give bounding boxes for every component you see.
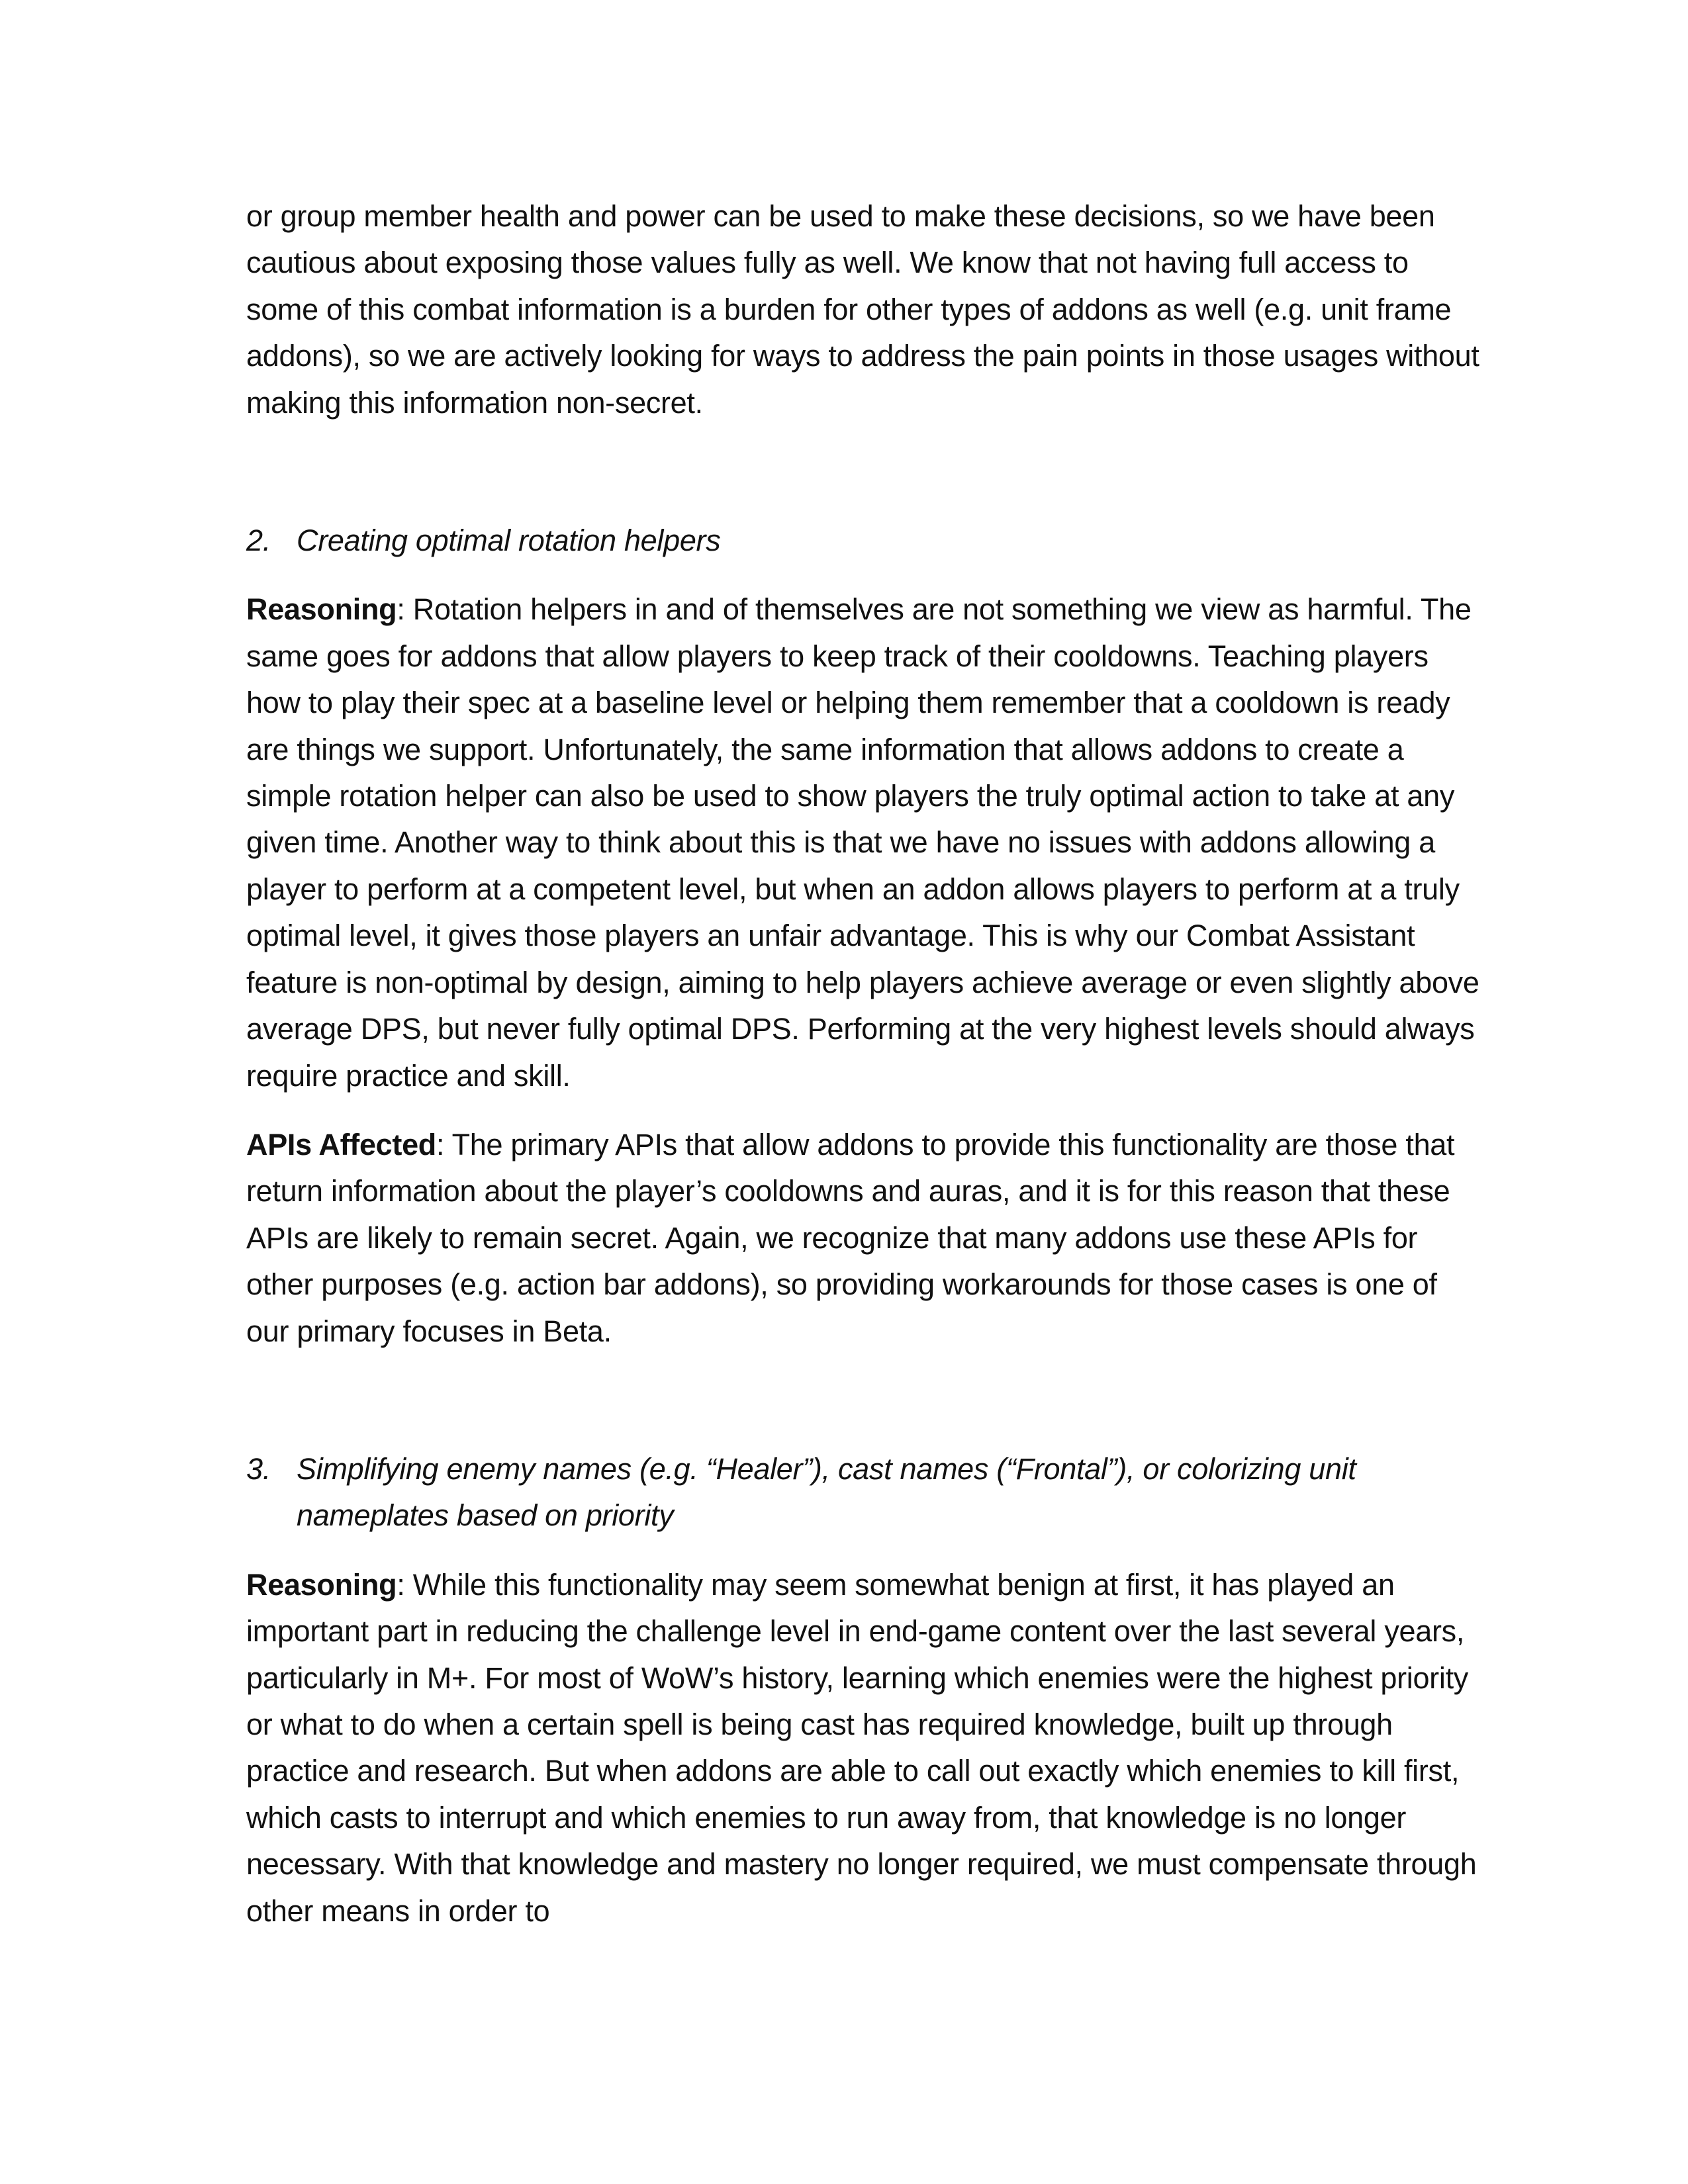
reasoning-text: : While this functionality may seem somewhat benign at first, it has played an important part in reducing the challenge level in end-game content over the last several years, particularly in M+. For most of WoW’s history, learning which enemies were the highest priority or what to do when a certain spell is being cast has required knowledge, built up through practice and research. But when addons are able to call out exactly which enemies to kill first, which casts to interrupt and which enemies to run away from, that knowledge is no longer necessary. With that knowledge and mastery no longer required, we must compensate through other means in order to (246, 1567, 1477, 1928)
section-2-heading (246, 518, 1484, 564)
section-3-number: 3. (246, 1451, 271, 1486)
section-2-title: Creating optimal rotation helpers (297, 523, 721, 558)
section-3-heading (246, 1446, 1484, 1539)
section-3-reasoning-paragraph (246, 1562, 1484, 1934)
reasoning-text: : Rotation helpers in and of themselves are not something we view as harmful. The same goes for addons that allow players to keep track of their cooldowns. Teaching players how to play their spec at a baseline level or helping them remember that a cooldown is ready are things we support. Unfortunately, the same information that allows addons to create a simple rotation helper can also be used to show players the truly optimal action to take at any given time. Another way to think about this is that we have no issues with addons allowing a player to perform at a competent level, but when an addon allows players to perform at a truly optimal level, it gives those players an unfair advantage. This is why our Combat Assistant feature is non-optimal by design, aiming to help players achieve average or even slightly above average DPS, but never fully optimal DPS. Performing at the very highest levels should always require practice and skill. (246, 592, 1479, 1093)
section-2-number: 2. (246, 523, 271, 558)
document-page (246, 193, 1484, 1934)
section-2-apis-paragraph (246, 1122, 1484, 1355)
section-3-title: Simplifying enemy names (e.g. “Healer”), cast names (“Frontal”), or colorizing unit nameplates based on priority (297, 1451, 1356, 1533)
reasoning-label: Reasoning (246, 1567, 397, 1602)
section-2-reasoning-paragraph (246, 586, 1484, 1099)
reasoning-label: Reasoning (246, 592, 397, 627)
apis-affected-label: APIs Affected (246, 1127, 436, 1161)
intro-paragraph: or group member health and power can be used to make these decisions, so we have been cautious about exposing those values fully as well. We know that not having full access to some of this combat information is a burden for other types of addons as well (e.g. unit frame addons), so we are actively looking for ways to address the pain points in those usages without making this information non-secret. (246, 199, 1479, 420)
apis-affected-text: : The primary APIs that allow addons to provide this functionality are those that return information about the player’s cooldowns and auras, and it is for this reason that these APIs are likely to remain secret. Again, we recognize that many addons use these APIs for other purposes (e.g. action bar addons), so providing workarounds for those cases is one of our primary focuses in Beta. (246, 1127, 1455, 1348)
